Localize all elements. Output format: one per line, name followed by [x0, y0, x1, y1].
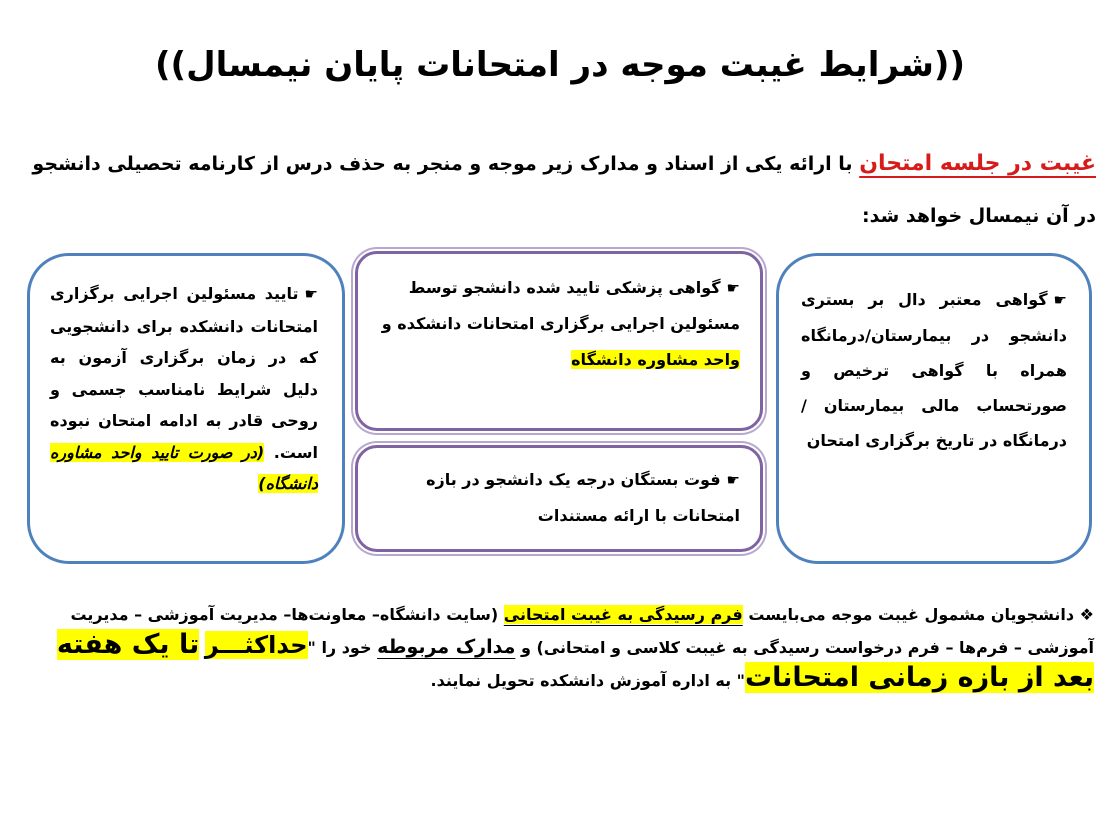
- related-documents: مدارک مربوطه: [377, 636, 516, 658]
- quote-close: ": [736, 671, 746, 690]
- submission-note: [28, 600, 1094, 696]
- note-text-3: خود را: [321, 638, 372, 657]
- condition-text-bereavement: فوت بستگان درجه یک دانشجو در بازه امتحانات با ارائه مستندات: [426, 470, 740, 525]
- pointing-hand-icon: ☛: [726, 471, 740, 489]
- condition-highlight-medical: واحد مشاوره دانشگاه: [571, 350, 740, 369]
- intro-text: با ارائه یکی از اسناد و مدارک زیر موجه و منجر به حذف درس از کارنامه تحصیلی دانشجو در آن نیمسال خواهد شد:: [32, 153, 1096, 227]
- diamond-bullet-icon: ❖: [1079, 605, 1094, 624]
- quote-open: ": [307, 638, 316, 657]
- maximum-label: حداکثـــر: [204, 631, 308, 659]
- deadline-text: تا یک هفته بعد از بازه زمانی امتحانات: [56, 629, 1094, 693]
- condition-box-hospital: [776, 253, 1092, 564]
- page-title: ((شرایط غیبت موجه در امتحانات پایان نیمسال)): [154, 45, 966, 85]
- condition-text-medical: گواهی پزشکی تایید شده دانشجو توسط مسئولین اجرایی برگزاری امتحانات دانشکده و: [381, 278, 740, 333]
- note-text-2: (سایت دانشگاه– معاونت‌ها– مدیریت آموزشی – مدیریت آموزشی – فرم‌ها – فرم درخواست رسیدگی به غیبت کلاسی و امتحانی) و: [70, 605, 1094, 657]
- condition-highlight-approval: (در صورت تایید واحد مشاوره دانشگاه): [50, 442, 318, 493]
- note-text-1: دانشجویان مشمول غیبت موجه می‌بایست: [748, 605, 1075, 624]
- pointing-hand-icon: ☛: [304, 285, 318, 303]
- condition-box-approval: [27, 253, 345, 564]
- note-text-4: به اداره آموزش دانشکده تحویل نمایند.: [430, 671, 732, 690]
- intro-paragraph: [28, 138, 1096, 242]
- condition-text-hospital: گواهی معتبر دال بر بستری دانشجو در بیمارستان/درمانگاه همراه با گواهی ترخیص و صورتحساب مالی بیمارستان / درمانگاه در تاریخ برگزاری امتحان: [801, 290, 1067, 450]
- condition-text-approval: تایید مسئولین اجرایی برگزاری امتحانات دانشکده برای دانشجویی که در زمان برگزاری آزمون به دلیل شرایط نامناسب جسمی و روحی قادر به ادامه امتحان نبوده است.: [50, 284, 318, 462]
- pointing-hand-icon: ☛: [726, 279, 740, 297]
- pointing-hand-icon: ☛: [1053, 291, 1067, 309]
- form-name: فرم رسیدگی به غیبت امتحانی: [503, 605, 743, 624]
- condition-box-medical: [355, 251, 763, 431]
- condition-box-bereavement: [355, 445, 763, 552]
- intro-highlight: غیبت در جلسه امتحان: [859, 151, 1096, 176]
